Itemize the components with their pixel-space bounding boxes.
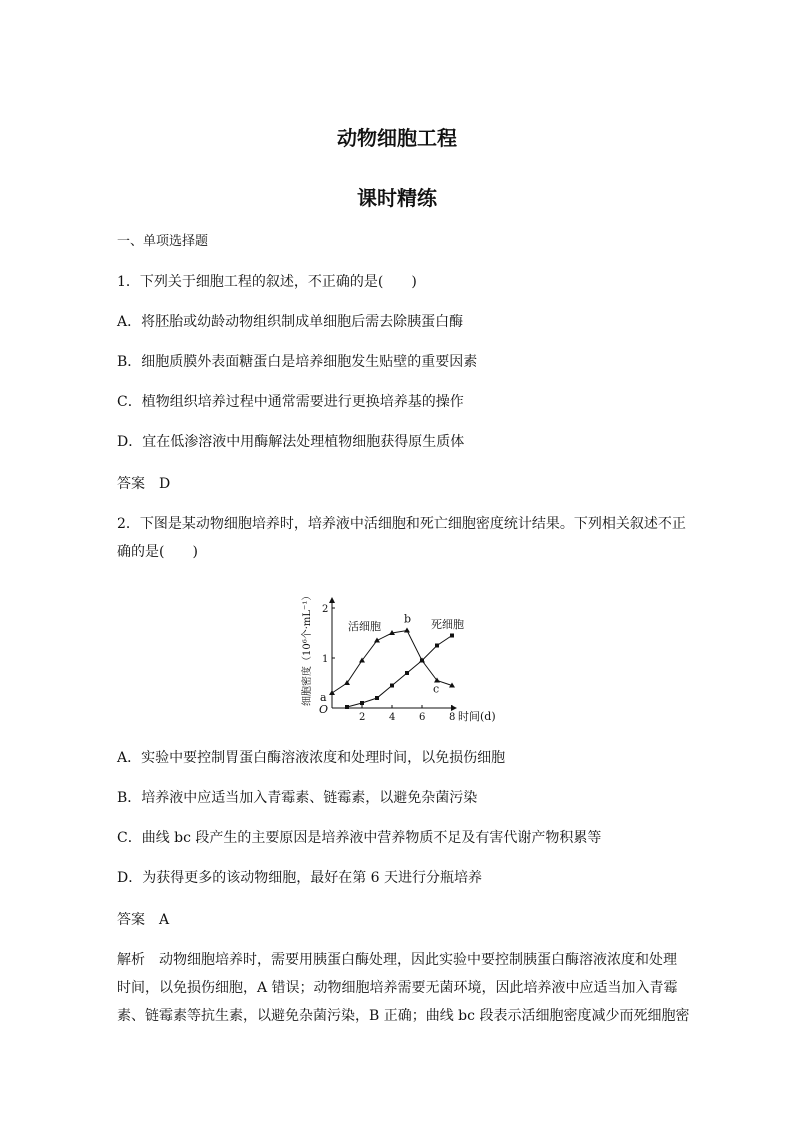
point-annotation-b: b (404, 612, 412, 626)
question-1-option-a: A．将胚胎或幼龄动物组织制成单细胞后需去除胰蛋白酶 (117, 314, 464, 330)
point-annotation-c: c (433, 682, 440, 696)
question-2-stem-line-1: 2．下图是某动物细胞培养时，培养液中活细胞和死亡细胞密度统计结果。下列相关叙述不正 (117, 516, 686, 532)
x-tick-label: 6 (419, 712, 426, 723)
dead-cell-point (345, 705, 349, 709)
live-cell-series-label: 活细胞 (348, 620, 381, 633)
dead-cell-point (360, 701, 364, 705)
question-1-answer: 答案 D (117, 476, 171, 492)
question-1-option-d: D．宜在低渗溶液中用酶解法处理植物细胞获得原生质体 (117, 434, 465, 450)
y-tick-label: 1 (322, 654, 329, 665)
y-tick-label: 2 (322, 604, 329, 615)
question-2-option-d: D．为获得更多的该动物细胞，最好在第 6 天进行分瓶培养 (117, 870, 483, 886)
question-2-stem-line-2: 确的是( ) (117, 544, 198, 560)
question-2-option-b: B．培养液中应适当加入青霉素、链霉素，以避免杂菌污染 (117, 790, 478, 806)
cell-density-chart (298, 588, 508, 723)
y-axis-label: 细胞密度（10⁶个·mL⁻¹） (302, 590, 313, 706)
dead-cell-point (420, 659, 424, 663)
x-tick-label: 4 (389, 712, 396, 723)
question-2-option-c: C．曲线 bc 段产生的主要原因是培养液中营养物质不足及有害代谢产物积累等 (117, 830, 602, 846)
dead-cell-point (390, 684, 394, 688)
analysis-line-3: 素、链霉素等抗生素，以避免杂菌污染，B 正确；曲线 bc 段表示活细胞密度减少而死细胞密 (117, 1008, 690, 1024)
dead-cell-point (435, 644, 439, 648)
origin-label: O (319, 703, 329, 716)
question-1-stem: 1．下列关于细胞工程的叙述，不正确的是( ) (117, 274, 417, 290)
dead-cell-series-label: 死细胞 (431, 618, 464, 631)
live-cell-point (404, 628, 410, 633)
point-annotation-a: a (320, 691, 327, 704)
section-heading: 一、单项选择题 (117, 234, 209, 249)
dead-cell-point (375, 696, 379, 700)
question-1-option-b: B．细胞质膜外表面糖蛋白是培养细胞发生贴壁的重要因素 (117, 354, 478, 370)
dead-cell-point (405, 671, 409, 675)
x-axis-label: 时间(d) (458, 710, 496, 723)
chart-svg (298, 588, 508, 723)
live-cell-point (329, 690, 335, 695)
question-2-option-a: A．实验中要控制胃蛋白酶溶液浓度和处理时间，以免损伤细胞 (117, 750, 506, 766)
x-tick-label: 8 (449, 712, 456, 723)
dead-cell-point (450, 634, 454, 638)
x-tick-label: 2 (359, 712, 366, 723)
analysis-line-2: 时间，以免损伤细胞，A 错误；动物细胞培养需要无菌环境，因此培养液中应适当加入青霉 (117, 980, 678, 996)
analysis-line-1: 解析 动物细胞培养时，需要用胰蛋白酶处理，因此实验中要控制胰蛋白酶溶液浓度和处理 (117, 952, 677, 968)
document-subtitle: 课时精练 (357, 186, 437, 210)
document-title: 动物细胞工程 (337, 126, 457, 150)
question-2-answer: 答案 A (117, 912, 170, 928)
question-1-option-c: C．植物组织培养过程中通常需要进行更换培养基的操作 (117, 394, 464, 410)
